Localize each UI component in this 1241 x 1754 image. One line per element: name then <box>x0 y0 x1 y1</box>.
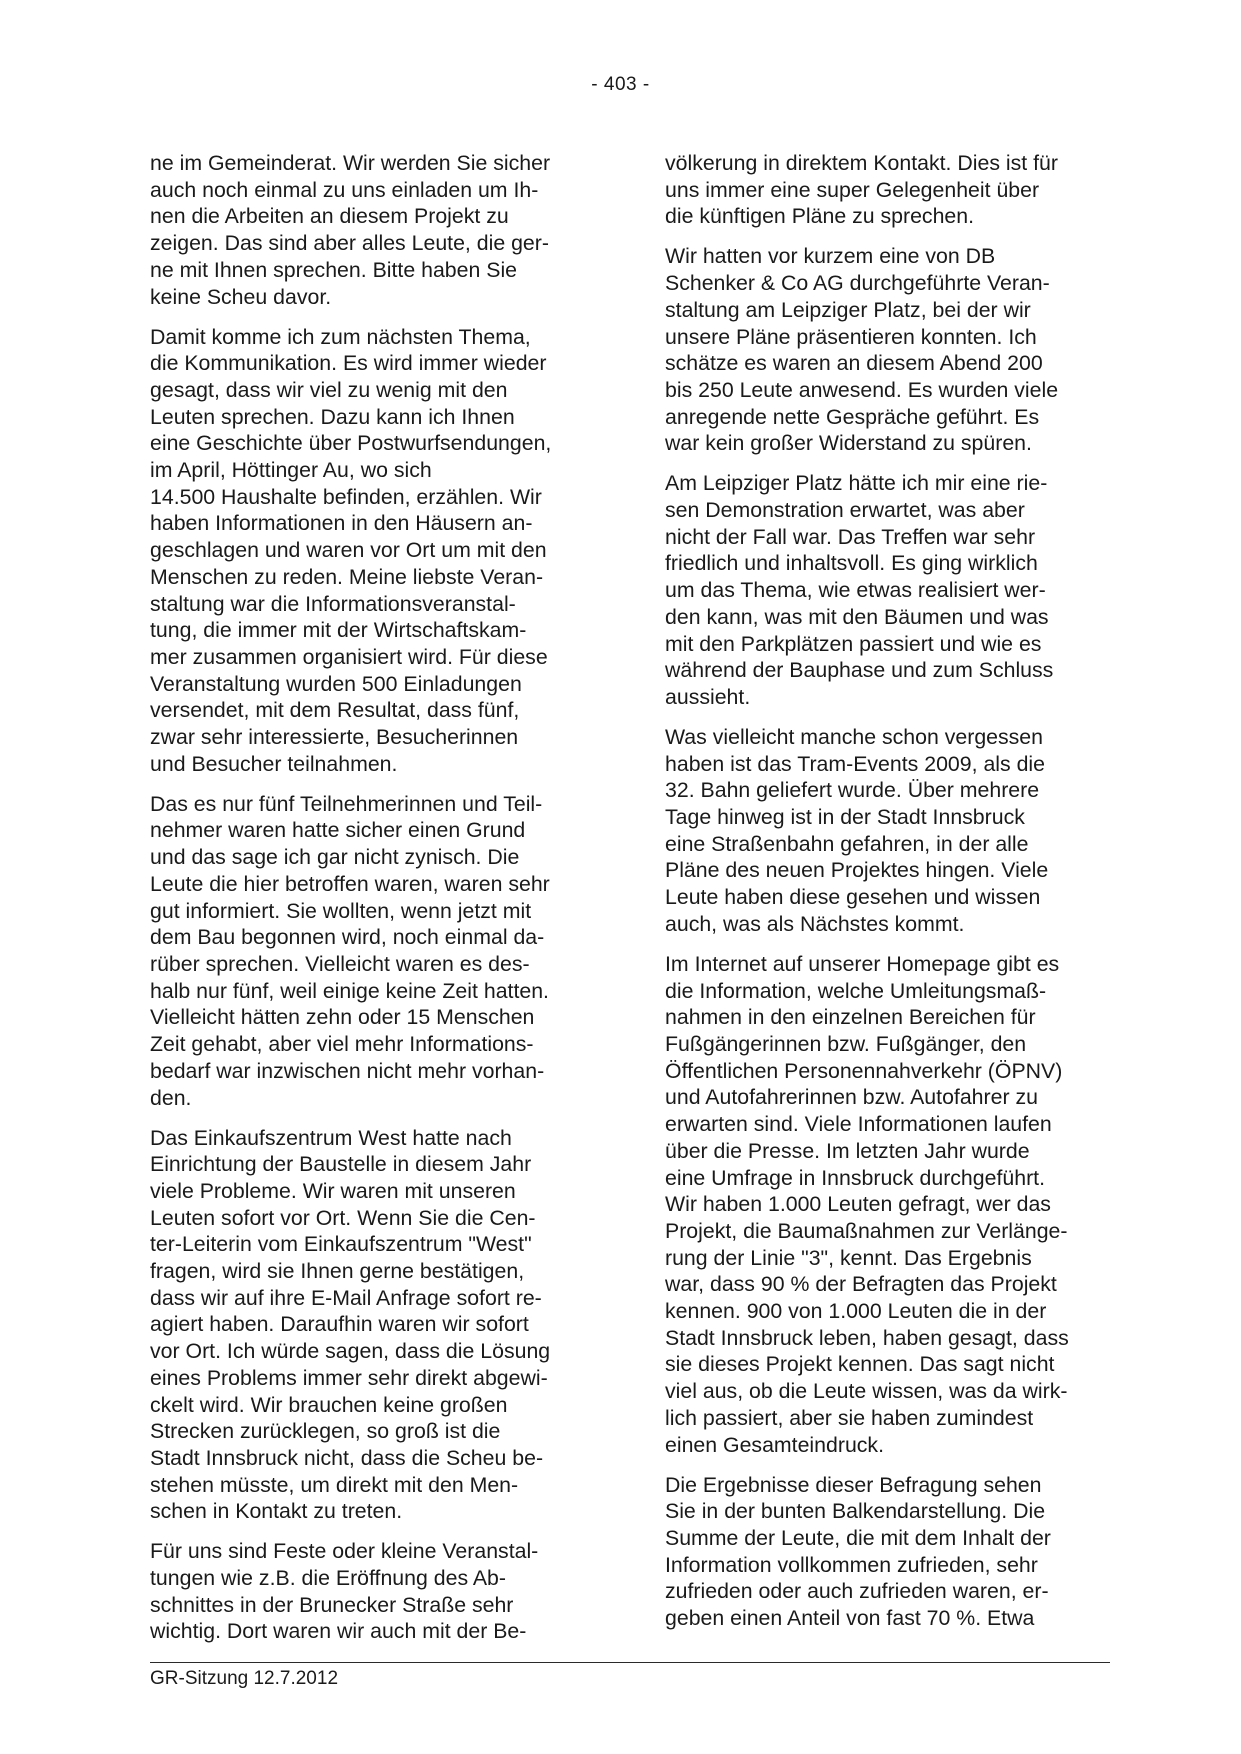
paragraph: Das es nur fünf Teilnehmerinnen und Teil- nehmer waren hatte sicher einen Grund und das sage ich gar nicht zynisch. Die Leute die hier betroffen waren, waren sehr gut informiert. Sie wollten, wenn jetzt mit dem Bau begonnen wird, noch einmal da- rüber sprechen. Vielleicht waren es des- halb nur fünf, weil einige keine Zeit hatten. Vielleicht hätten zehn oder 15 Menschen Zeit gehabt, aber viel mehr Informations- bedarf war inzwischen nicht mehr vorhan- den. <box>150 791 550 1110</box>
paragraph: Das Einkaufszentrum West hatte nach Einrichtung der Baustelle in diesem Jahr viele Probleme. Wir waren mit unseren Leuten sofort vor Ort. Wenn Sie die Cen- ter-Leiterin vom Einkaufszentrum "West" fragen, wird sie Ihnen gerne bestätigen, dass wir auf ihre E-Mail Anfrage sofort re- agiert haben. Daraufhin waren wir sofort vor Ort. Ich würde sagen, dass die Lösung eines Problems immer sehr direkt abgewi- ckelt wird. Wir brauchen keine großen Strecken zurücklegen, so groß ist die Stadt Innsbruck nicht, dass die Scheu be- stehen müsste, um direkt mit den Men- schen in Kontakt zu treten. <box>150 1125 551 1524</box>
paragraph: Im Internet auf unserer Homepage gibt es die Information, welche Umleitungsmaß- nahmen in den einzelnen Bereichen für Fußgängerinnen bzw. Fußgänger, den Öffentlichen Personennahverkehr (ÖPNV) und Autofahrerinnen bzw. Autofahrer zu erwarten sind. Viele Informationen laufen über die Presse. Im letzten Jahr wurde eine Umfrage in Innsbruck durchgeführt. Wir haben 1.000 Leuten gefragt, wer das Projekt, die Baumaßnahmen zur Verlänge- rung der Linie "3", kennt. Das Ergebnis war, dass 90 % der Befragten das Projekt kennen. 900 von 1.000 Leuten die in der Stadt Innsbruck leben, haben gesagt, dass sie dieses Projekt kennen. Das sagt nicht viel aus, ob die Leute wissen, was da wirk- lich passiert, aber sie haben zumindest einen Gesamteindruck. <box>665 951 1069 1457</box>
paragraph: Die Ergebnisse dieser Befragung sehen Sie in der bunten Balkendarstellung. Die Summe der Leute, die mit dem Inhalt der Information vollkommen zufrieden, sehr zufrieden oder auch zufrieden waren, er- geben einen Anteil von fast 70 %. Etwa <box>665 1472 1051 1631</box>
footer-session-date: GR-Sitzung 12.7.2012 <box>150 1668 339 1689</box>
paragraph: Damit komme ich zum nächsten Thema, die Kommunikation. Es wird immer wieder gesagt, dass wir viel zu wenig mit den Leuten sprechen. Dazu kann ich Ihnen eine Geschichte über Postwurfsendungen, im April, Höttinger Au, wo sich 14.500 Haushalte befinden, erzählen. Wir haben Informationen in den Häusern an- geschlagen und waren vor Ort um mit den Menschen zu reden. Meine liebste Veran- staltung war die Informationsveranstal- tung, die immer mit der Wirtschaftskam- mer zusammen organisiert wird. Für diese Veranstaltung wurden 500 Einladungen versendet, mit dem Resultat, dass fünf, zwar sehr interessierte, Besucherinnen und Besucher teilnahmen. <box>150 324 552 776</box>
page-number: - 403 - <box>591 74 650 95</box>
left-column <box>150 150 595 1658</box>
paragraph: Am Leipziger Platz hätte ich mir eine rie- sen Demonstration erwartet, was aber nicht der Fall war. Das Treffen war sehr friedlich und inhaltsvoll. Es ging wirklich um das Thema, wie etwas realisiert wer- den kann, was mit den Bäumen und was mit den Parkplätzen passiert und wie es während der Bauphase und zum Schluss aussieht. <box>665 471 1054 709</box>
paragraph: Was vielleicht manche schon vergessen haben ist das Tram-Events 2009, als die 32. Bahn geliefert wurde. Über mehrere Tage hinweg ist in der Stadt Innsbruck eine Straßenbahn gefahren, in der alle Pläne des neuen Projektes hingen. Viele Leute haben diese gesehen und wissen auch, was als Nächstes kommt. <box>665 724 1049 936</box>
paragraph: völkerung in direktem Kontakt. Dies ist für uns immer eine super Gelegenheit über die künftigen Pläne zu sprechen. <box>665 151 1058 229</box>
paragraph: Wir hatten vor kurzem eine von DB Schenker & Co AG durchgeführte Veran- staltung am Leipziger Platz, bei der wir unsere Pläne präsentieren konnten. Ich schätze es waren an diesem Abend 200 bis 250 Leute anwesend. Es wurden viele anregende nette Gespräche geführt. Es war kein großer Widerstand zu spüren. <box>665 244 1059 456</box>
paragraph: Für uns sind Feste oder kleine Veranstal- tungen wie z.B. die Eröffnung des Ab- schnittes in der Brunecker Straße sehr wichtig. Dort waren wir auch mit der Be- <box>150 1539 539 1644</box>
footer-divider <box>150 1662 1110 1663</box>
paragraph: ne im Gemeinderat. Wir werden Sie sicher auch noch einmal zu uns einladen um Ih- nen die Arbeiten an diesem Projekt zu zeigen. Das sind aber alles Leute, die ger- ne mit Ihnen sprechen. Bitte haben Sie keine Scheu davor. <box>150 151 551 309</box>
right-column <box>665 150 1110 1645</box>
